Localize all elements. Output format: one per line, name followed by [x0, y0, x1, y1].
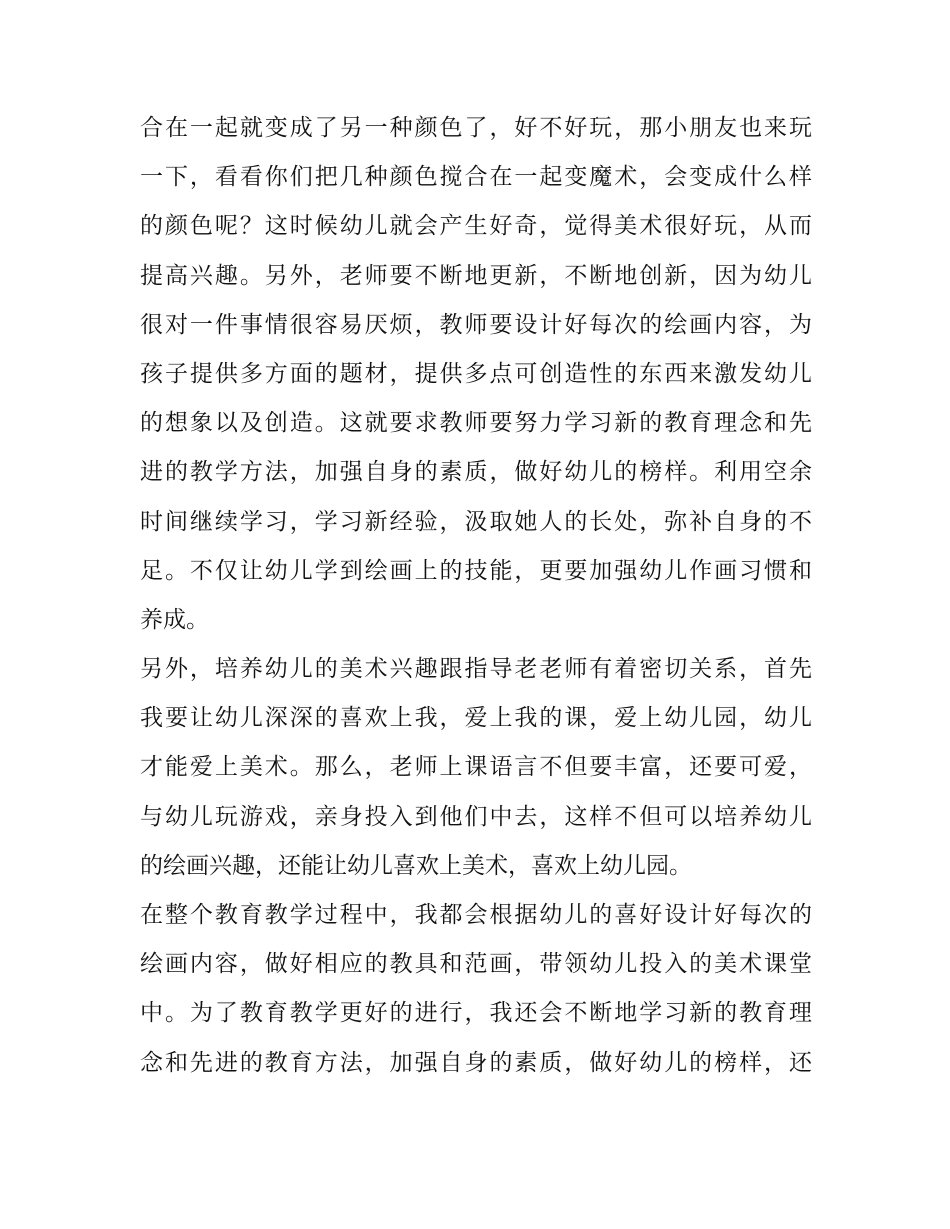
text-line: 绘画内容，做好相应的教具和范画，带领幼儿投入的美术课堂: [140, 951, 812, 978]
text-line: 的绘画兴趣，还能让幼儿喜欢上美术，喜欢上幼儿园。: [140, 852, 692, 879]
text-line: 养成。: [140, 606, 209, 633]
text-line: 与幼儿玩游戏，亲身投入到他们中去，这样不但可以培养幼儿: [140, 803, 812, 830]
text-line: 合在一起就变成了另一种颜色了，好不好玩，那小朋友也来玩: [140, 115, 812, 141]
text-line: 的想象以及创造。这就要求教师要努力学习新的教育理念和先: [140, 410, 812, 437]
text-line: 另外，培养幼儿的美术兴趣跟指导老老师有着密切关系，首先: [140, 656, 812, 683]
document-body: [140, 104, 812, 1088]
text-line: 中。为了教育教学更好的进行，我还会不断地学习新的教育理: [140, 1000, 812, 1027]
text-line: 进的教学方法，加强自身的素质，做好幼儿的榜样。利用空余: [140, 459, 812, 486]
text-line: 的颜色呢？这时候幼儿就会产生好奇，觉得美术很好玩，从而: [140, 213, 812, 240]
text-line: 时间继续学习，学习新经验，汲取她人的长处，弥补自身的不: [140, 508, 812, 535]
text-line: 足。不仅让幼儿学到绘画上的技能，更要加强幼儿作画习惯和: [140, 557, 812, 584]
text-line: 念和先进的教育方法，加强自身的素质，做好幼儿的榜样，还: [140, 1049, 812, 1076]
text-line: 一下，看看你们把几种颜色搅合在一起变魔术，会变成什么样: [140, 164, 812, 191]
text-line: 才能爱上美术。那么，老师上课语言不但要丰富，还要可爱，: [140, 754, 812, 781]
text-line: 孩子提供多方面的题材，提供多点可创造性的东西来激发幼儿: [140, 360, 812, 387]
text-line: 提高兴趣。另外，老师要不断地更新，不断地创新，因为幼儿: [140, 262, 812, 289]
text-line: 在整个教育教学过程中，我都会根据幼儿的喜好设计好每次的: [140, 902, 812, 928]
text-line: 我要让幼儿深深的喜欢上我，爱上我的课，爱上幼儿园，幼儿: [140, 705, 812, 732]
text-line: 很对一件事情很容易厌烦，教师要设计好每次的绘画内容，为: [140, 311, 812, 338]
